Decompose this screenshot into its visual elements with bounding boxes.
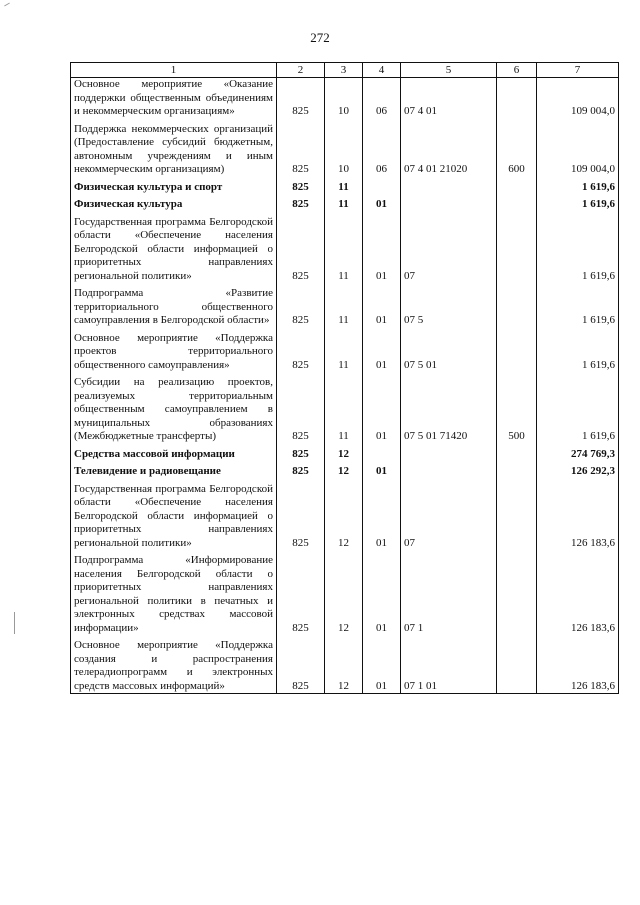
row-section: 11 bbox=[325, 194, 363, 212]
row-expense-type: 600 bbox=[497, 119, 537, 177]
header-cell-6: 6 bbox=[497, 63, 537, 78]
row-subsection: 06 bbox=[363, 78, 401, 119]
row-target-article: 07 5 01 bbox=[401, 328, 497, 373]
scan-mark-margin bbox=[14, 612, 15, 634]
row-subsection bbox=[363, 444, 401, 462]
row-expense-type bbox=[497, 78, 537, 119]
row-subsection: 01 bbox=[363, 194, 401, 212]
row-target-article: 07 bbox=[401, 212, 497, 284]
table-row bbox=[71, 328, 619, 373]
table-body bbox=[71, 78, 619, 694]
row-name: Основное мероприятие «Поддержка проектов территориального общественного самоуправления» bbox=[71, 328, 277, 373]
row-expense-type bbox=[497, 461, 537, 479]
row-target-article bbox=[401, 461, 497, 479]
row-section: 11 bbox=[325, 283, 363, 328]
table-row bbox=[71, 444, 619, 462]
row-name: Подпрограмма «Развитие территориального общественного самоуправления в Белгородской области» bbox=[71, 283, 277, 328]
row-code-admin: 825 bbox=[277, 119, 325, 177]
row-name: Поддержка некоммерческих организаций (Предоставление субсидий бюджетным, автономным учреждениям и иным некоммерческим организациям) bbox=[71, 119, 277, 177]
row-name: Государственная программа Белгородской области «Обеспечение населения Белгородской области информацией о приоритетных направлениях региональной политики» bbox=[71, 212, 277, 284]
row-section: 12 bbox=[325, 635, 363, 694]
row-name: Государственная программа Белгородской области «Обеспечение населения Белгородской области информацией о приоритетных направлениях региональной политики» bbox=[71, 479, 277, 551]
row-amount: 126 183,6 bbox=[537, 635, 619, 694]
row-name: Подпрограмма «Информирование населения Белгородской области о приоритетных направлениях региональной политики в печатных и электронных средствах массовой информации» bbox=[71, 550, 277, 635]
row-section: 11 bbox=[325, 212, 363, 284]
header-cell-4: 4 bbox=[363, 63, 401, 78]
row-section: 11 bbox=[325, 328, 363, 373]
row-section: 10 bbox=[325, 78, 363, 119]
row-subsection bbox=[363, 177, 401, 195]
page-number: 272 bbox=[310, 30, 330, 45]
row-subsection: 01 bbox=[363, 635, 401, 694]
row-amount: 274 769,3 bbox=[537, 444, 619, 462]
row-code-admin: 825 bbox=[277, 283, 325, 328]
table-row bbox=[71, 479, 619, 551]
row-name: Физическая культура bbox=[71, 194, 277, 212]
row-amount: 1 619,6 bbox=[537, 212, 619, 284]
row-code-admin: 825 bbox=[277, 635, 325, 694]
row-amount: 1 619,6 bbox=[537, 372, 619, 444]
row-section: 12 bbox=[325, 461, 363, 479]
row-target-article: 07 5 01 71420 bbox=[401, 372, 497, 444]
row-code-admin: 825 bbox=[277, 479, 325, 551]
scan-mark-corner bbox=[4, 3, 10, 7]
table-row bbox=[71, 119, 619, 177]
row-subsection: 01 bbox=[363, 372, 401, 444]
row-name: Средства массовой информации bbox=[71, 444, 277, 462]
row-code-admin: 825 bbox=[277, 328, 325, 373]
row-subsection: 01 bbox=[363, 550, 401, 635]
row-code-admin: 825 bbox=[277, 194, 325, 212]
row-expense-type bbox=[497, 194, 537, 212]
row-name: Телевидение и радиовещание bbox=[71, 461, 277, 479]
row-expense-type bbox=[497, 283, 537, 328]
row-amount: 1 619,6 bbox=[537, 283, 619, 328]
row-target-article: 07 5 bbox=[401, 283, 497, 328]
header-cell-2: 2 bbox=[277, 63, 325, 78]
table-row bbox=[71, 283, 619, 328]
row-target-article: 07 4 01 21020 bbox=[401, 119, 497, 177]
row-expense-type bbox=[497, 550, 537, 635]
row-code-admin: 825 bbox=[277, 78, 325, 119]
budget-table bbox=[70, 62, 619, 694]
row-target-article: 07 1 01 bbox=[401, 635, 497, 694]
row-section: 11 bbox=[325, 177, 363, 195]
row-amount: 1 619,6 bbox=[537, 177, 619, 195]
row-amount: 126 183,6 bbox=[537, 479, 619, 551]
row-subsection: 01 bbox=[363, 212, 401, 284]
table-row bbox=[71, 461, 619, 479]
row-amount: 109 004,0 bbox=[537, 78, 619, 119]
row-expense-type: 500 bbox=[497, 372, 537, 444]
row-code-admin: 825 bbox=[277, 444, 325, 462]
row-amount: 1 619,6 bbox=[537, 194, 619, 212]
table-row bbox=[71, 177, 619, 195]
row-amount: 1 619,6 bbox=[537, 328, 619, 373]
header-cell-3: 3 bbox=[325, 63, 363, 78]
row-section: 10 bbox=[325, 119, 363, 177]
row-code-admin: 825 bbox=[277, 461, 325, 479]
row-expense-type bbox=[497, 479, 537, 551]
table-header-row bbox=[71, 63, 619, 78]
row-name: Субсидии на реализацию проектов, реализуемых территориальным общественным самоуправлением в муниципальных образованиях (Межбюджетные трансферты) bbox=[71, 372, 277, 444]
row-section: 12 bbox=[325, 550, 363, 635]
table-row bbox=[71, 550, 619, 635]
table-row bbox=[71, 212, 619, 284]
row-target-article: 07 1 bbox=[401, 550, 497, 635]
row-code-admin: 825 bbox=[277, 372, 325, 444]
row-subsection: 06 bbox=[363, 119, 401, 177]
row-name: Основное мероприятие «Поддержка создания и распространения телерадиопрограмм и электронных средств массовых информаций» bbox=[71, 635, 277, 694]
row-expense-type bbox=[497, 212, 537, 284]
table-row bbox=[71, 372, 619, 444]
row-section: 12 bbox=[325, 479, 363, 551]
table-row bbox=[71, 194, 619, 212]
row-subsection: 01 bbox=[363, 479, 401, 551]
row-amount: 126 292,3 bbox=[537, 461, 619, 479]
row-code-admin: 825 bbox=[277, 177, 325, 195]
header-cell-5: 5 bbox=[401, 63, 497, 78]
row-expense-type bbox=[497, 444, 537, 462]
row-name: Физическая культура и спорт bbox=[71, 177, 277, 195]
row-target-article: 07 4 01 bbox=[401, 78, 497, 119]
row-amount: 126 183,6 bbox=[537, 550, 619, 635]
row-target-article bbox=[401, 444, 497, 462]
row-expense-type bbox=[497, 328, 537, 373]
row-subsection: 01 bbox=[363, 328, 401, 373]
header-cell-1: 1 bbox=[71, 63, 277, 78]
table-row bbox=[71, 635, 619, 694]
table-row bbox=[71, 78, 619, 119]
row-code-admin: 825 bbox=[277, 212, 325, 284]
row-target-article bbox=[401, 194, 497, 212]
row-amount: 109 004,0 bbox=[537, 119, 619, 177]
row-target-article: 07 bbox=[401, 479, 497, 551]
row-target-article bbox=[401, 177, 497, 195]
row-code-admin: 825 bbox=[277, 550, 325, 635]
row-expense-type bbox=[497, 635, 537, 694]
row-subsection: 01 bbox=[363, 461, 401, 479]
row-name: Основное мероприятие «Оказание поддержки общественным объединениям и некоммерческим организациям» bbox=[71, 78, 277, 119]
row-section: 11 bbox=[325, 372, 363, 444]
row-expense-type bbox=[497, 177, 537, 195]
row-section: 12 bbox=[325, 444, 363, 462]
header-cell-7: 7 bbox=[537, 63, 619, 78]
row-subsection: 01 bbox=[363, 283, 401, 328]
